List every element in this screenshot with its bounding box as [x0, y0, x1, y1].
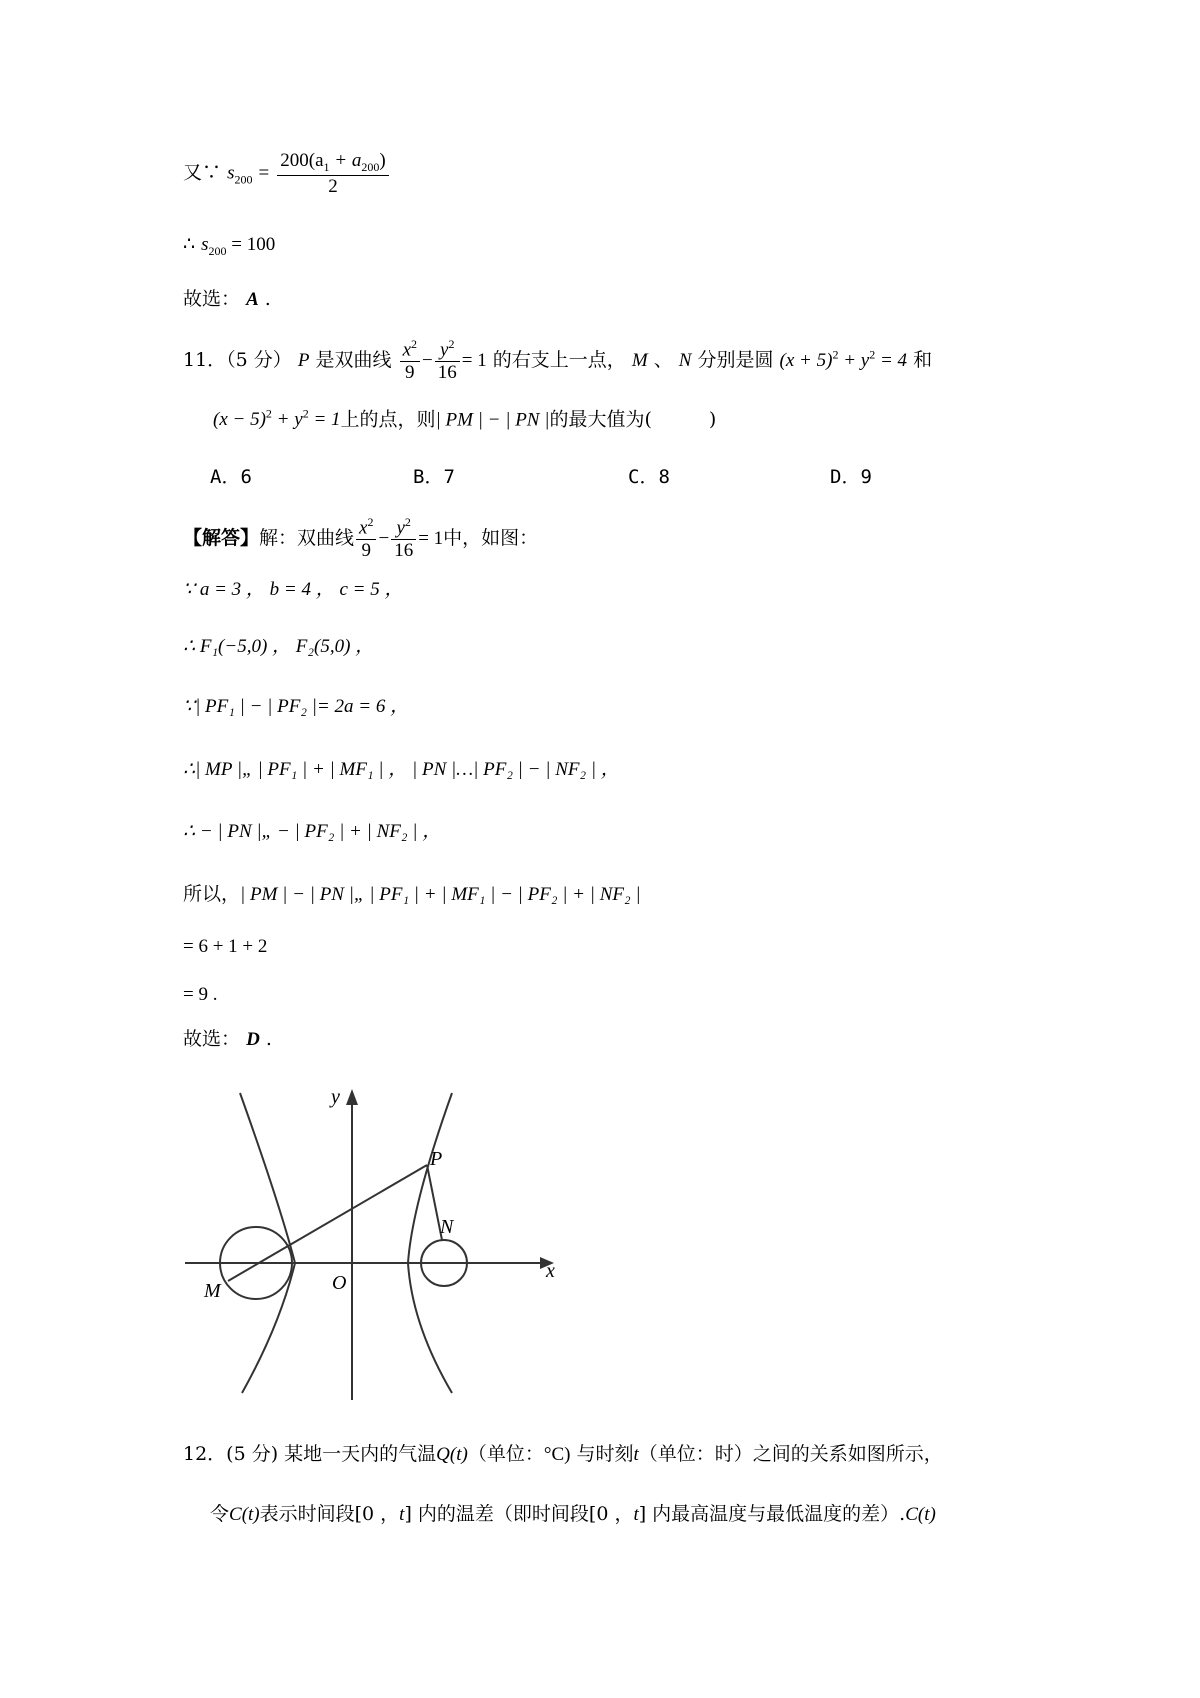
hyperbola-y-term: $\frac{y^2}{16}$	[435, 338, 460, 384]
point-p-label: P	[430, 1148, 443, 1170]
s200-fraction: $\frac{200(a_1 + a_{200})}{2}$	[277, 150, 388, 197]
solution-tag: 【解答】	[183, 527, 260, 550]
point-n-label: N	[440, 1216, 454, 1238]
prev-answer: 故选： A .	[183, 288, 271, 310]
solution-ineq2: ∴ − | PN |„ − | PF₂ | + | NF₂ | ，	[183, 821, 442, 842]
q12-line1: 12．(5 分) 某地一天内的气温Q(t)（单位：°C) 与时刻t（单位：时）之间的关系如图所示，	[183, 1443, 943, 1465]
prev-line-s200-formula: 又∵ $s_{200}$ = $\frac{200(a_1 + a_{200})}{2}$	[183, 150, 391, 197]
hyperbola-x-term: $\frac{x^2}{9}$	[400, 338, 420, 384]
q11-line1: 11．（5 分） P 是双曲线 $\frac{x^2}{9}$ − $\frac{y^2}{16}$ = 1 的右支上一点， M 、 N 分别是圆 $(x + 5)^2 + y^2 = 4$ 和	[183, 337, 933, 384]
hyperbola-right-branch	[408, 1093, 452, 1393]
solution-sum: = 6 + 1 + 2	[183, 936, 268, 957]
y-axis-arrow-icon	[346, 1089, 358, 1105]
solution-result: = 9 .	[183, 984, 218, 1005]
circle2-eq: $(x - 5)^2 + y^2 = 1$	[213, 407, 341, 431]
solution-ineq1: ∴| MP |„ | PF₁ | + | MF₁ | ， | PN |…| PF₂ | − | NF₂ | ，	[183, 759, 620, 780]
circle1-eq: $(x + 5)^2 + y^2 = 4$	[779, 347, 908, 372]
point-m-label: M	[204, 1280, 221, 1302]
solution-intro: 【解答】解：双曲线 $\frac{x^2}{9}$ − $\frac{y^2}{16}$ = 1中，如图：	[183, 515, 539, 562]
q11-line2: $(x - 5)^2 + y^2 = 1$上的点，则| PM | − | PN |的最大值为( )	[213, 407, 717, 431]
solution-diff: ∵| PF₁ | − | PF₂ |= 2a = 6 ，	[183, 696, 410, 717]
option-d: D．9	[830, 466, 872, 488]
prev-line-s200-value: ∴ $s_{200} = 100$	[183, 233, 276, 258]
y-axis-label: y	[331, 1086, 340, 1108]
solution-answer: 故选： D .	[183, 1028, 272, 1050]
q11-number: 11．（5 分）	[183, 349, 292, 372]
because-text: 又∵	[183, 161, 222, 184]
solution-so: 所以，| PM | − | PN |„ | PF₁ | + | MF₁ | − | PF₂ | + | NF₂ |	[183, 883, 641, 905]
q12-line2: 令C(t)表示时间段[0 ，t] 内的温差（即时间段[0 ，t] 内最高温度与最低温度的差）.C(t)	[210, 1503, 936, 1525]
hyperbola-figure	[180, 1075, 560, 1405]
option-a: A．6	[210, 466, 252, 488]
x-axis-label: x	[546, 1260, 555, 1282]
option-c: C．8	[628, 466, 670, 488]
origin-label: O	[332, 1272, 347, 1294]
solution-foci: ∴ F₁(−5,0) ， F₂(5,0) ，	[183, 636, 375, 657]
solution-abc: ∵ a = 3 ， b = 4 ， c = 5 ，	[183, 579, 404, 600]
option-b: B．7	[413, 466, 455, 488]
